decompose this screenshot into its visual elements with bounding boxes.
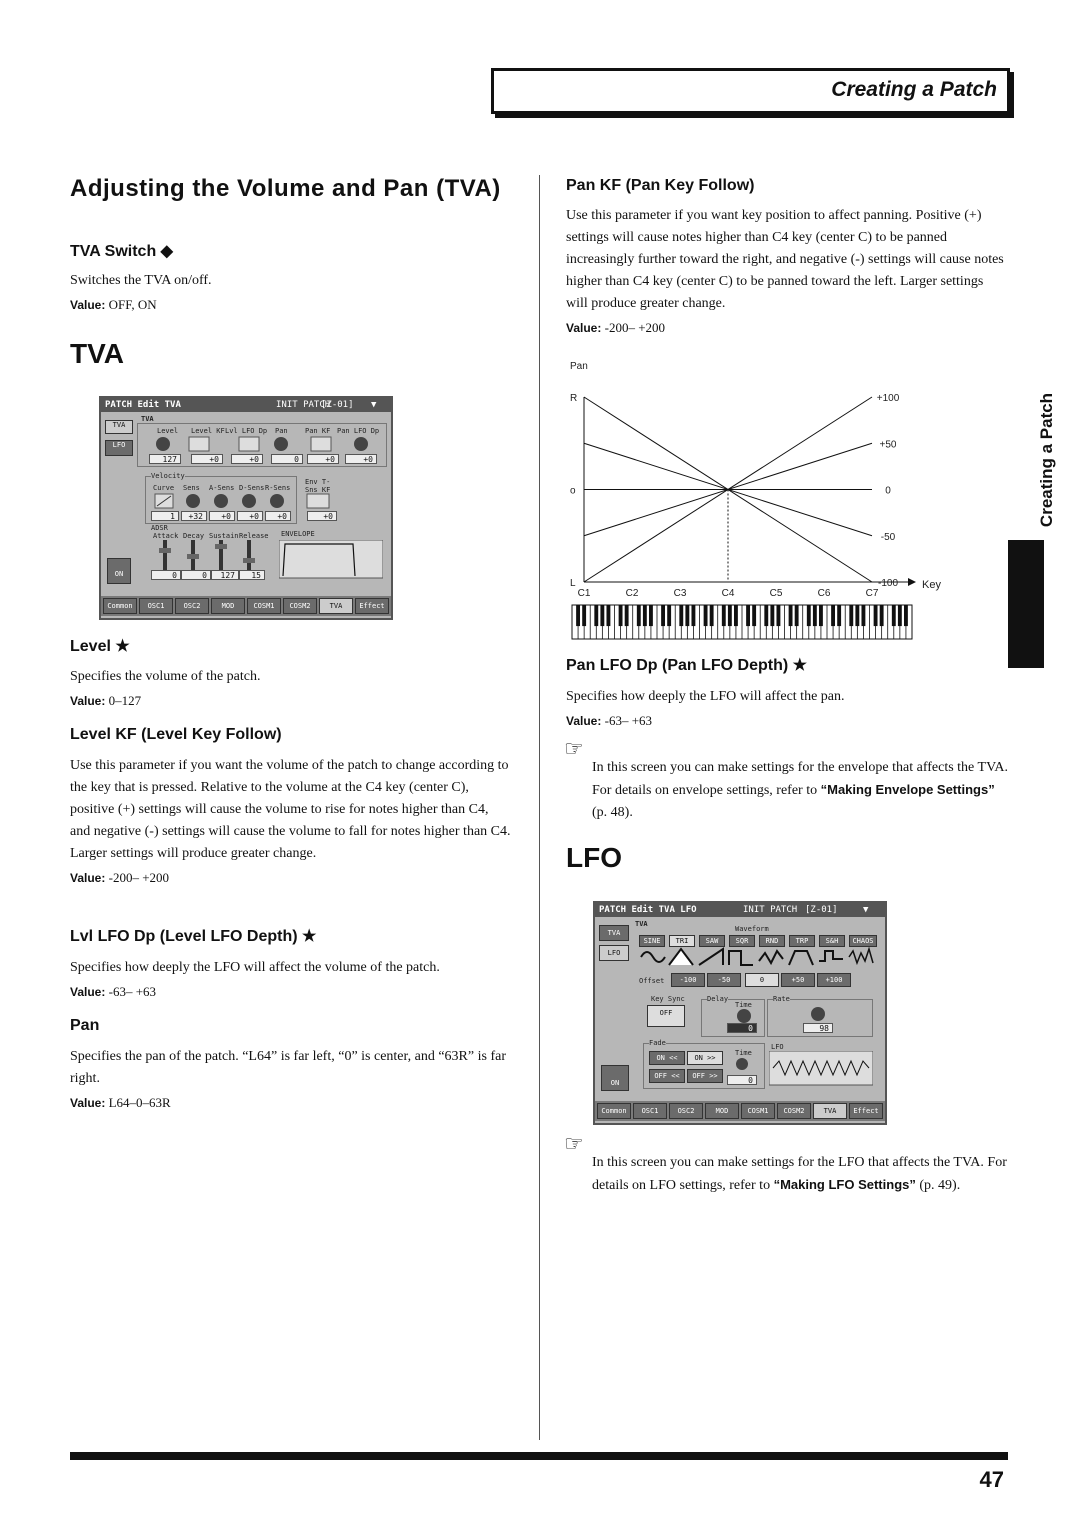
rate-knob[interactable] [809,1005,827,1023]
tab-common[interactable]: Common [103,598,137,614]
vel-value-d-sens[interactable]: +0 [237,511,263,521]
chart-x-tick-label: C5 [769,588,783,599]
pan-kf-value: -200– +200 [604,320,666,335]
value-label: Value: [566,321,602,335]
side-tab-tva[interactable]: TVA [105,420,133,434]
screen-title-bar [595,903,885,917]
level-kf-body: Use this parameter if you want the volume of the patch to change according to the key that is pressed. Relative to the volume at the C4 key (center C), positive (+) settings will cause the volume to rise for notes higher than C4, and negative (-) settings will cause the volume to fall for notes higher than C4. Larger settings will produce greater change. [70,758,511,861]
chart-x-tick-label: C1 [577,588,591,599]
fade-time-knob[interactable] [733,1055,751,1073]
key-sync-label: Key Sync [651,995,685,1003]
delay-label: Delay [707,995,729,1003]
wave-sine-button[interactable]: SINE [639,935,665,947]
tab-cosm2[interactable]: COSM2 [283,598,317,614]
wave-chaos-button[interactable]: CHAOS [849,935,877,947]
envelope-note-link[interactable]: “Making Envelope Settings” [820,782,995,797]
tva-switch-value-line [70,294,510,316]
side-tab-lfo[interactable]: LFO [105,440,133,456]
pointing-hand-icon: ☞ [564,736,584,761]
chart-ylabel: Pan [570,361,588,372]
section-header-title: Creating a Patch [831,78,997,101]
chart-x-arrow-icon [908,578,916,586]
pan-heading: Pan [70,1017,100,1034]
pan-value-line [70,1092,510,1114]
fade-time-label: Time [735,1049,752,1057]
chart-left-tick-label: R [570,393,578,404]
wave-saw-button[interactable]: SAW [699,935,725,947]
sidebar-label-text: Creating a Patch [1037,392,1056,528]
lfo-heading-text: LFO [566,842,622,873]
value-label: Value: [70,694,106,708]
chart-right-tick-label: 0 [885,485,891,497]
tab-tva[interactable]: TVA [319,598,353,614]
chart-x-tick-label: C7 [865,588,879,599]
tva-lfo-edit-screen [593,901,887,1125]
value-level-kf[interactable]: +0 [191,454,223,464]
vel-label-a-sens: A-Sens [209,484,235,492]
fade-off-out-button[interactable]: OFF >> [687,1069,723,1083]
offset-zero-button[interactable]: 0 [745,973,779,987]
lfo-note [592,1152,1008,1197]
section-header-box [491,68,1010,114]
lfo-note-text: In this screen you can make settings for the LFO that affects the TVA. For details on LFO settings, refer to [592,1155,1007,1193]
tva-edit-screen [99,396,393,620]
lvl-lfo-body: Specifies how deeply the LFO will affect the volume of the patch. [70,960,440,975]
offset-minus50-button[interactable]: -50 [707,973,741,987]
fade-label: Fade [649,1039,666,1047]
value-level[interactable]: 127 [149,454,181,464]
tab-osc1[interactable]: OSC1 [139,598,173,614]
pan-lfo-heading: Pan LFO Dp (Pan LFO Depth) ★ [566,657,807,674]
env-tsens-value[interactable]: +0 [307,511,337,521]
screen-title: PATCH Edit TVA [105,400,181,410]
adsr-release-value[interactable]: 15 [239,570,265,580]
dropdown-arrow-icon[interactable]: ▼ [863,905,869,915]
key-sync-toggle[interactable]: OFF [647,1005,685,1027]
pan-lfo-section [566,655,1008,732]
pointing-hand-icon: ☞ [564,1131,584,1156]
footer-rule [70,1452,1008,1460]
vel-label-sens: Sens [183,484,200,492]
tab-common[interactable]: Common [597,1103,631,1119]
pan-lfo-body: Specifies how deeply the LFO will affect the pan. [566,689,845,704]
rate-value[interactable]: 98 [803,1023,833,1033]
tab-effect[interactable]: Effect [355,598,389,614]
tab-osc2[interactable]: OSC2 [175,598,209,614]
vel-label-curve: Curve [153,484,175,492]
col-label-pan-kf: Pan KF [305,427,331,435]
adsr-attack-label: Attack [153,532,179,540]
value-lvl-lfo[interactable]: +0 [231,454,263,464]
patch-number: [Z-01] [805,905,838,915]
wave-tri-button[interactable]: TRI [669,935,695,947]
level-section [70,636,510,712]
dropdown-arrow-icon[interactable]: ▼ [371,400,377,410]
level-kf-value: -200– +200 [108,870,170,885]
chart-x-tick-label: C2 [625,588,639,599]
vel-value-a-sens[interactable]: +0 [209,511,235,521]
adsr-label: ADSR [151,524,168,532]
level-kf-section [70,726,512,889]
level-heading: Level ★ [70,638,130,655]
tva-on-button[interactable]: ON [107,558,131,584]
col-label-level-kf: Level KF [191,427,225,435]
col-label-pan: Pan [275,427,288,435]
chart-xlabel: Key [922,579,941,591]
tab-tva[interactable]: TVA [813,1103,847,1119]
adsr-sliders[interactable] [157,540,277,570]
chart-left-tick-label: o [570,485,576,497]
tva-heading [70,338,124,370]
envelope-note [592,757,1008,824]
envelope-note-text: In this screen you can make settings for the envelope that affects the TVA. For details on envelope settings, refer to [592,760,1008,798]
envelope-note-page: (p. 48). [592,805,633,820]
tva-switch-body: Switches the TVA on/off. [70,273,212,288]
tab-osc2[interactable]: OSC2 [669,1103,703,1119]
vel-label-r-sens: R-Sens [265,484,291,492]
value-pan-lfo[interactable]: +0 [345,454,377,464]
tva-switch-value: OFF, ON [108,297,157,312]
chart-left-tick-label: L [570,578,576,589]
main-title [70,175,510,203]
piano-keyboard [572,605,912,639]
chart-right-tick-label: -100 [877,578,899,589]
pan-section [70,1017,510,1114]
envelope-graph [279,540,383,580]
main-title-text: Adjusting the Volume and Pan (TVA) [70,175,501,202]
adsr-sustain-label: Sustain [209,532,239,540]
velocity-label: Velocity [151,472,185,480]
envelope-label: ENVELOPE [281,530,315,538]
col-label-level: Level [157,427,179,435]
waveform-icons[interactable] [639,947,879,967]
chart-series-group [584,397,916,586]
patch-name: INIT PATCH [743,905,798,915]
lfo-display-label: LFO [771,1043,784,1051]
lfo-note-page: (p. 49). [915,1178,961,1193]
screen-title-bar [101,398,391,412]
sidebar-tab-marker [1008,540,1044,668]
vel-value-r-sens[interactable]: +0 [265,511,291,521]
offset-plus100-button[interactable]: +100 [817,973,851,987]
lfo-note-link[interactable]: “Making LFO Settings” [773,1177,916,1192]
env-tsens-label: Env T-Sns KF [305,478,331,494]
value-pan[interactable]: 0 [271,454,303,464]
adsr-decay-label: Decay [183,532,205,540]
lvl-lfo-value-line [70,981,510,1003]
chart-right-tick-label: +50 [879,439,897,451]
value-label: Value: [70,298,106,312]
fade-on-out-button[interactable]: ON >> [687,1051,723,1065]
lvl-lfo-heading: Lvl LFO Dp (Level LFO Depth) ★ [70,928,317,945]
pan-body: Specifies the pan of the patch. “L64” is far left, “0” is center, and “63R” is far right. [70,1049,506,1086]
adsr-sustain-value[interactable]: 127 [211,570,239,580]
pan-value: L64–0–63R [108,1095,171,1110]
tab-osc1[interactable]: OSC1 [633,1103,667,1119]
col-label-pan-lfo: Pan LFO Dp [337,427,380,435]
tva-switch-heading: TVA Switch ◆ [70,243,173,260]
value-label: Value: [70,985,106,999]
delay-time-label: Time [735,1001,752,1009]
vel-label-d-sens: D-Sens [239,484,265,492]
vel-value-sens[interactable]: +32 [181,511,207,521]
patch-number: [Z-01] [321,400,354,410]
lfo-on-button[interactable]: ON [601,1065,629,1091]
offset-label: Offset [639,977,665,985]
chart-x-tick-label: C3 [673,588,687,599]
lvl-lfo-value: -63– +63 [108,984,157,999]
wave-rnd-button[interactable]: RND [759,935,785,947]
adsr-release-label: Release [239,532,269,540]
value-label: Value: [70,871,106,885]
pan-kf-value-line [566,317,1008,339]
wave-trp-button[interactable]: TRP [789,935,815,947]
wave-sh-button[interactable]: S&H [819,935,845,947]
sidebar-section-label [1022,380,1072,540]
adsr-decay-value[interactable]: 0 [181,570,211,580]
offset-minus100-button[interactable]: -100 [671,973,705,987]
pan-lfo-value: -63– +63 [604,713,653,728]
value-label: Value: [70,1096,106,1110]
level-kf-value-line [70,867,512,889]
pan-key-follow-chart [560,355,960,645]
tab-effect[interactable]: Effect [849,1103,883,1119]
level-kf-heading: Level KF (Level Key Follow) [70,726,282,743]
side-tab-tva[interactable]: TVA [599,925,629,941]
tva-switch-section [70,241,510,316]
velocity-knobs[interactable] [153,492,343,510]
lfo-waveform-display [769,1051,873,1087]
offset-plus50-button[interactable]: +50 [781,973,815,987]
chart-right-tick-label: -50 [880,531,896,543]
fade-on-in-button[interactable]: ON << [649,1051,685,1065]
pan-kf-body: Use this parameter if you want key position to affect panning. Positive (+) settings will cause notes higher than C4 key (center C) to be panned increasingly further toward the right, and negative (-) settings will cause notes higher than C4 key (center C) to be panned toward the left. Larger settings will produce greater change. [566,208,1004,311]
column-divider [539,175,540,1440]
page-number: 47 [979,1467,1004,1492]
delay-value[interactable]: 0 [727,1023,757,1033]
fade-time-value[interactable]: 0 [727,1075,757,1085]
lfo-heading [566,842,622,874]
value-label: Value: [566,714,602,728]
chart-x-tick-label: C4 [721,588,735,599]
group-label: TVA [635,920,648,928]
patch-name: INIT PATCH [276,400,331,410]
value-pan-kf[interactable]: +0 [307,454,339,464]
col-label-lvl-lfo: Lvl LFO Dp [225,427,268,435]
chart-right-tick-label: +100 [876,393,900,404]
lvl-lfo-section [70,926,510,1003]
pan-lfo-value-line [566,710,1008,732]
tab-mod[interactable]: MOD [705,1103,739,1119]
tab-cosm1[interactable]: COSM1 [247,598,281,614]
tab-cosm1[interactable]: COSM1 [741,1103,775,1119]
wave-sqr-button[interactable]: SQR [729,935,755,947]
rate-label: Rate [773,995,790,1003]
tab-cosm2[interactable]: COSM2 [777,1103,811,1119]
tab-mod[interactable]: MOD [211,598,245,614]
adsr-attack-value[interactable]: 0 [151,570,181,580]
tva-heading-text: TVA [70,338,124,369]
side-tab-lfo[interactable]: LFO [599,945,629,961]
level-body: Specifies the volume of the patch. [70,669,261,684]
pan-kf-section [566,177,1008,339]
group-label: TVA [141,415,154,423]
knob-row[interactable] [151,435,381,453]
screen-title: PATCH Edit TVA LFO [599,905,697,915]
vel-value-curve[interactable]: 1 [151,511,179,521]
waveform-label: Waveform [735,925,769,933]
fade-off-in-button[interactable]: OFF << [649,1069,685,1083]
chart-x-tick-label: C6 [817,588,831,599]
level-value-line [70,690,510,712]
level-value: 0–127 [108,693,142,708]
pan-kf-heading: Pan KF (Pan Key Follow) [566,177,755,194]
